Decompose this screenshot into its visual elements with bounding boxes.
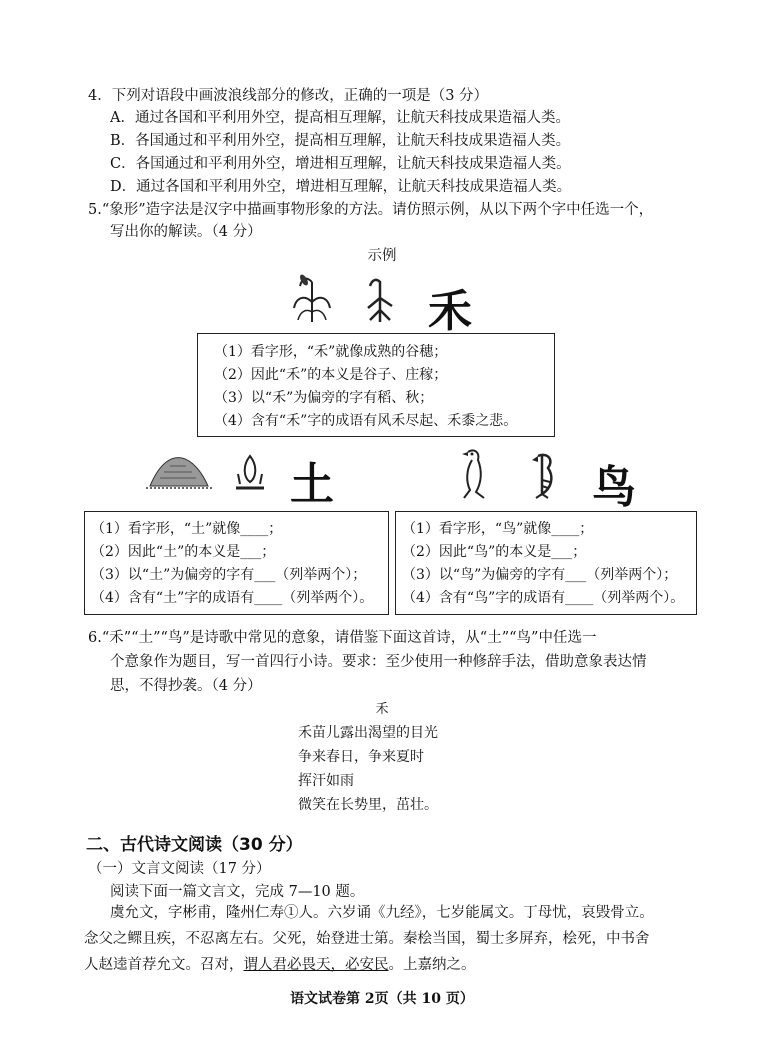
page-footer: 语文试卷第 2页（共 10 页） (290, 991, 474, 1007)
example-box-line: （4）含有“禾”字的成语有风禾尽起、禾黍之悲。 (214, 413, 518, 429)
tu-box-line: （3）以“土”为偏旁的字有___（列举两个）； (91, 567, 367, 583)
q6-line2: 个意象作为题目，写一首四行小诗。要求：至少使用一种修辞手法，借助意象表达情 (110, 654, 647, 670)
classical-text-line: 虞允文，字彬甫，隆州仁寿①人。六岁诵《九经》，七岁能属文。丁母忧，哀毁骨立。 (110, 905, 654, 921)
q6-line1: 6.“禾”“土”“鸟”是诗歌中常见的意象，请借鉴下面这首诗，从“土”“鸟”中任选一 (88, 630, 597, 646)
earth-mound-icon (146, 452, 212, 490)
underlined-phrase: 谓人君必畏天，必安民 (243, 957, 389, 973)
q4-stem: 4．下列对语段中画波浪线部分的修改，正确的一项是（3 分） (88, 88, 489, 104)
bird-icon (456, 446, 492, 500)
example-box (197, 333, 555, 437)
grain-plant-icon (288, 272, 336, 324)
oracle-he-icon (362, 276, 398, 324)
example-label: 示例 (367, 248, 397, 264)
q5-stem-line1: 5.“象形”造字法是汉字中描画事物形象的方法。请仿照示例，从以下两个字中任选一个， (88, 202, 654, 218)
reading-instruction: 阅读下面一篇文言文，完成 7—10 题。 (110, 884, 365, 900)
tu-answer-box (84, 511, 389, 615)
poem-line: 微笑在长势里，茁壮。 (298, 797, 438, 813)
example-box-line: （3）以“禾”为偏旁的字有稻、秋； (214, 390, 434, 406)
tu-box-line: （2）因此“土”的本义是___； (91, 544, 276, 560)
niao-box-line: （1）看字形，“鸟”就像____； (402, 521, 594, 537)
q4-option-a: A．通过各国和平利用外空，提高相互理解，让航天科技成果造福人类。 (110, 110, 570, 126)
q5-stem-line2: 写出你的解读。（4 分） (110, 224, 262, 240)
poem-line: 挥汗如雨 (298, 773, 354, 789)
classical-text-line (84, 952, 476, 978)
poem-line: 争来春日，争来夏时 (298, 749, 424, 765)
q6-line3: 思，不得抄袭。（4 分） (110, 678, 262, 694)
classical-text-segment: 人赵逵首荐允文。召对， (84, 957, 244, 973)
tu-box-line: （4）含有“土”字的成语有____（列举两个）。 (91, 590, 374, 606)
niao-answer-box (395, 511, 697, 615)
tu-box-line: （1）看字形，“土”就像____； (91, 521, 283, 537)
example-box-line: （1）看字形，“禾”就像成熟的谷穗； (214, 344, 448, 360)
poem-title: 禾 (375, 702, 389, 717)
q4-option-d: D．通过各国和平利用外空，增进相互理解，让航天科技成果造福人类。 (110, 179, 572, 195)
oracle-niao-icon (528, 452, 558, 500)
q4-option-b: B．各国通过和平利用外空，提高相互理解，让航天科技成果造福人类。 (110, 133, 571, 149)
q4-option-c: C．各国通过和平利用外空，增进相互理解，让航天科技成果造福人类。 (110, 156, 571, 172)
niao-character: 鸟 (592, 462, 636, 513)
classical-text-segment: 。上嘉纳之。 (388, 957, 476, 973)
tu-character: 土 (290, 459, 334, 510)
example-character: 禾 (428, 286, 472, 337)
section-title: 二、古代诗文阅读（30 分） (86, 835, 303, 855)
example-box-line: （2）因此“禾”的本义是谷子、庄稼； (214, 367, 448, 383)
subsection-title: （一）文言文阅读（17 分） (88, 861, 271, 877)
niao-box-line: （4）含有“鸟”字的成语有____（列举两个）。 (402, 590, 685, 606)
oracle-tu-icon (232, 452, 268, 492)
classical-text-line: 念父之鳏且疾，不忍离左右。父死，始登进士第。秦桧当国，蜀士多屏弃，桧死，中书舍 (84, 931, 650, 947)
niao-box-line: （3）以“鸟”为偏旁的字有___（列举两个）； (402, 567, 678, 583)
poem-line: 禾苗儿露出渴望的目光 (298, 725, 438, 741)
niao-box-line: （2）因此“鸟”的本义是___； (402, 544, 587, 560)
